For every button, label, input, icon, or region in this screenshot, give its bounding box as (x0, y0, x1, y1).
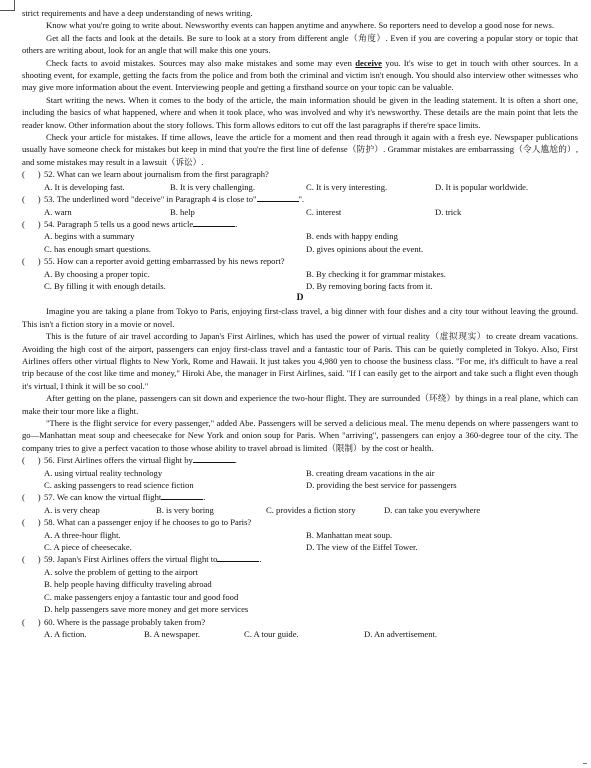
question-options (44, 566, 578, 616)
question-stem: 60. Where is the passage probably taken from? (44, 616, 206, 627)
answer-option[interactable]: D. help passengers save more money and get more services (44, 604, 249, 615)
page-corner-mark (0, 0, 15, 11)
answer-option[interactable]: D. providing the best service for passengers (306, 480, 457, 491)
answer-option[interactable]: B. By checking it for grammar mistakes. (306, 268, 446, 279)
question-options (44, 206, 578, 218)
answer-bracket[interactable]: ( ) (22, 492, 41, 503)
answer-option[interactable]: A. It is developing fast. (44, 181, 125, 192)
question-options (44, 529, 578, 554)
answer-option[interactable]: C. By filling it with enough details. (44, 280, 166, 291)
answer-bracket[interactable]: ( ) (22, 455, 41, 466)
question-stem-text: . (234, 455, 237, 466)
passage-c-paragraph-1: Know what you're going to write about. Newsworthy events can happen anytime and anywhere. So reporters need to develop a good nose for news. (46, 20, 554, 31)
answer-option[interactable]: A. A fiction. (44, 628, 87, 639)
question-stem-row (22, 491, 578, 503)
paragraph-text: you. It's wise to get in touch with other sources. In a shooting event, for example, getting the facts from the police and from both the criminal and victim isn't enough. You should also interview other witnesses who may give more information about the event. Interviewing people and getting a firsthand source on your topic can be valuable. (22, 57, 578, 93)
answer-option[interactable]: D. An advertisement. (364, 628, 438, 639)
question-options (44, 628, 578, 640)
answer-option[interactable]: A. warn (44, 206, 72, 217)
passage-c-paragraph-3 (22, 57, 578, 94)
answer-option[interactable]: D. The view of the Eiffel Tower. (306, 542, 418, 553)
answer-blank[interactable] (217, 553, 262, 565)
answer-option[interactable]: C. has enough smart questions. (44, 243, 151, 254)
answer-option[interactable]: B. Manhattan meat soup. (306, 529, 393, 540)
answer-bracket[interactable]: ( ) (22, 169, 41, 180)
answer-option[interactable]: A. is very cheap (44, 504, 100, 515)
answer-option[interactable]: B. A newspaper. (144, 628, 200, 639)
section-heading: D (296, 293, 304, 304)
question-stem-text: 54. Paragraph 5 tells us a good news article (44, 218, 194, 229)
question-stem: 58. What can a passenger enjoy if he chooses to go to Paris? (44, 517, 252, 528)
answer-blank[interactable] (193, 218, 238, 229)
answer-bracket[interactable]: ( ) (22, 517, 41, 528)
passage-c-paragraph-0: strict requirements and have a deep understanding of news writing. (22, 8, 253, 18)
question-stem (44, 454, 578, 466)
answer-blank[interactable] (257, 193, 299, 202)
question-stem: 55. How can a reporter avoid getting embarrassed by his news report? (44, 256, 285, 267)
answer-option[interactable]: D. can take you everywhere (384, 504, 481, 515)
answer-bracket[interactable]: ( ) (22, 256, 41, 267)
question-stem-row (22, 193, 578, 205)
answer-option[interactable]: B. is very boring (156, 504, 214, 515)
question-stem-text: . (259, 554, 262, 565)
question-stem-text: . (235, 218, 238, 229)
question-stem-text: 56. First Airlines offers the virtual flight by (44, 455, 193, 466)
questions-d (22, 454, 578, 640)
question-stem-row (22, 168, 578, 180)
answer-option[interactable]: D. trick (435, 206, 462, 217)
question-stem-row (22, 553, 578, 565)
answer-option[interactable]: A. solve the problem of getting to the airport (44, 566, 198, 577)
paragraph-text: Check facts to avoid mistakes. Sources may also make mistakes and some may even (46, 57, 356, 68)
answer-bracket[interactable]: ( ) (22, 218, 41, 229)
answer-option[interactable]: D. gives opinions about the event. (306, 243, 424, 254)
question-options (44, 181, 578, 193)
answer-option[interactable]: C. provides a fiction story (266, 504, 356, 515)
answer-option[interactable]: C. asking passengers to read science fiction (44, 480, 194, 491)
answer-option[interactable]: A. using virtual reality technology (44, 467, 163, 478)
page-corner-mark-bottom (583, 763, 587, 766)
questions-c (22, 168, 578, 292)
answer-option[interactable]: B. help (170, 206, 195, 217)
question-stem (44, 491, 578, 503)
answer-blank[interactable] (161, 491, 206, 503)
question-options (44, 504, 578, 516)
question-stem-row (22, 616, 578, 628)
answer-option[interactable]: B. help people having difficulty traveling abroad (44, 579, 212, 590)
question-stem-text: 57. We can know the virtual flight (44, 492, 162, 503)
passage-d-paragraph-2: This is the future of air travel according to Japan's First Airlines, which has used the power of virtual reality（虚拟现实）to create dream vacations. Avoiding the high cost of the airport, passengers can enjoy first-class travel and a fantastic tour of Paris. This can be quietly completed in Tokyo. Also, First Airlines offers other virtual flights to New York, Rome and Hawaii. It just takes you 4,980 yen to choose the business class. "For me, it's difficult to have a real trip because of the cost like time and money," Hiroki Abe, the manager in First Airlines, said. "If I can easily get to the airport and take such a flight even though it's virtual, I think it will be so cool." (22, 331, 578, 391)
question-stem-text: ". (298, 194, 305, 205)
passage-d-paragraph-1: Imagine you are taking a plane from Tokyo to Paris, enjoying first-class travel, a big dinner with four dishes and a city tour without leaving the ground. This isn't a fiction story in a movie or novel. (22, 306, 578, 329)
answer-bracket[interactable]: ( ) (22, 554, 41, 565)
answer-option[interactable]: A. A three-hour flight. (44, 529, 121, 540)
passage-d-paragraph-4: "There is the flight service for every passenger," added Abe. Passengers will be served a delicious meal. The menu depends on where passengers want to go—Manhattan meat soup and cheesecake for New York and onion soup for Paris. When "arriving", passengers can enjoy a 360-degree tour of the city. The company tries to give a perfect vacation to those whose ability to travel abroad is limited（限制）by the cost or health. (22, 418, 578, 453)
question-stem (44, 553, 578, 565)
answer-option[interactable]: D. By removing boring facts from it. (306, 280, 433, 291)
answer-option[interactable]: A. By choosing a proper topic. (44, 268, 150, 279)
underlined-word: deceive (355, 57, 382, 68)
passage-d-paragraph-3: After getting on the plane, passengers can sit down and experience the two-hour flight. They are surrounded（环绕）by things in a real plane, which can make their tour more like a flight. (22, 393, 578, 416)
question-stem-row (22, 255, 578, 267)
passage-c-paragraph-4: Start writing the news. When it comes to the body of the article, the main information should be given in the leading statement. It is often a short one, including the basics of what happened, where and when it took place, who was involved and why it's newsworthy. These details are the main point that lets the reader know. Other information about the story follows. This form allows editors to cut off the last paragraphs if there're space limits. (22, 94, 578, 130)
answer-option[interactable]: C. make passengers enjoy a fantastic tour and good food (44, 591, 239, 602)
question-stem-row (22, 218, 578, 230)
question-options (44, 230, 578, 255)
passage-c-paragraph-5: Check your article for mistakes. If time allows, leave the article for a moment and then read through it again with a fresh eye. Newspaper publications usually have someone check for mistakes but keep in mind that you're the first line of defense（防护）. Grammar mistakes are embarrassing（令人尴尬的）, and some mistakes may result in a lawsuit（诉讼）. (22, 132, 578, 167)
question-options (44, 268, 578, 293)
answer-option[interactable]: A. begins with a summary (44, 231, 135, 242)
question-stem-text: . (203, 492, 206, 503)
answer-option[interactable]: B. It is very challenging. (170, 181, 255, 192)
question-stem (44, 218, 578, 230)
answer-option[interactable]: C. A tour guide. (244, 628, 299, 639)
answer-option[interactable]: C. A piece of cheesecake. (44, 542, 132, 553)
question-stem-text: 53. The underlined word "deceive" in Paragraph 4 is close to" (44, 194, 257, 205)
question-stem-row (22, 516, 578, 528)
question-stem-row (22, 454, 578, 466)
answer-option[interactable]: D. It is popular worldwide. (435, 181, 529, 192)
answer-bracket[interactable]: ( ) (22, 616, 41, 627)
answer-blank[interactable] (193, 454, 237, 466)
answer-option[interactable]: B. ends with happy ending (306, 231, 398, 242)
answer-bracket[interactable]: ( ) (22, 194, 41, 205)
question-stem-text: 59. Japan's First Airlines offers the virtual flight to (44, 554, 218, 565)
question-options (44, 467, 578, 492)
document-body (22, 7, 578, 640)
question-stem: 52. What can we learn about journalism from the first paragraph? (44, 169, 269, 180)
passage-c-paragraph-2: Get all the facts and look at the details. Be sure to look at a story from different angle（角度）. Even if you are covering a popular story or topic that others are writing about, look for an angle that will make this one yours. (22, 32, 578, 56)
question-stem (44, 193, 578, 205)
answer-option[interactable]: C. It is very interesting. (306, 181, 388, 192)
answer-option[interactable]: B. creating dream vacations in the air (306, 467, 435, 478)
answer-option[interactable]: C. interest (306, 206, 342, 217)
